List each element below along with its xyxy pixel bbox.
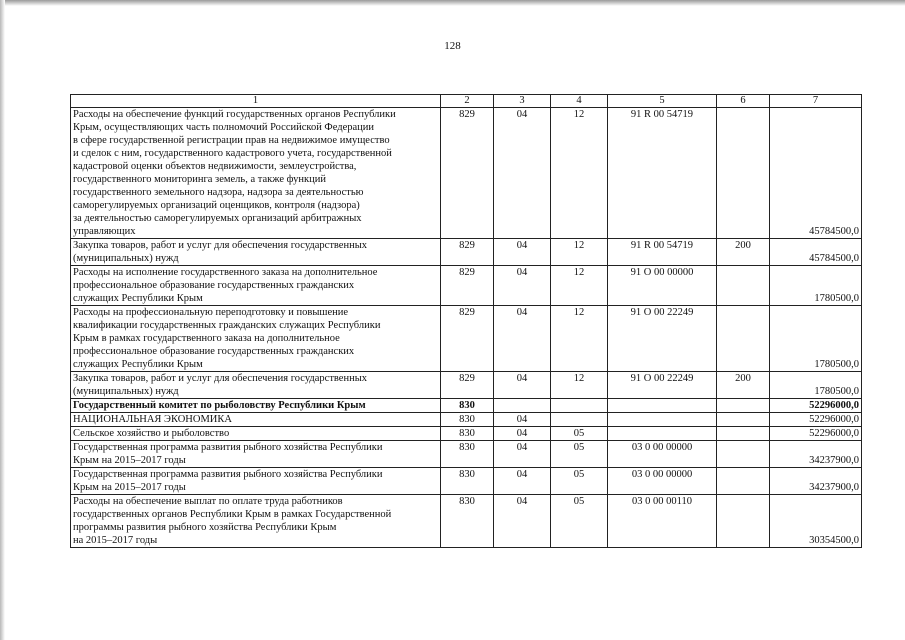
row-amount-cell: 34237900,0 [770, 441, 862, 468]
row-target-article-cell: 03 0 00 00000 [608, 441, 717, 468]
row-amount-cell: 45784500,0 [770, 239, 862, 266]
row-section-cell: 04 [494, 413, 551, 427]
row-expense-type-cell [717, 306, 770, 372]
table-row [71, 468, 862, 495]
row-ved-cell: 830 [441, 413, 494, 427]
table-row [71, 372, 862, 399]
row-expense-type-cell [717, 427, 770, 441]
header-cell: 6 [717, 95, 770, 108]
row-name-cell: Расходы на профессиональную переподготовку и повышение квалификации государственных гражданских служащих Республики Крым в рамках государственного заказа на дополнительное профессиональное образование государственных гражданских служащих Республики Крым [71, 306, 441, 372]
table-row [71, 266, 862, 306]
row-subsection-cell: 12 [551, 239, 608, 266]
row-section-cell: 04 [494, 108, 551, 239]
row-section-cell [494, 399, 551, 413]
row-name-cell: Государственная программа развития рыбного хозяйства Республики Крым на 2015–2017 годы [71, 441, 441, 468]
row-name-cell: Закупка товаров, работ и услуг для обеспечения государственных (муниципальных) нужд [71, 239, 441, 266]
row-subsection-cell [551, 399, 608, 413]
header-cell: 3 [494, 95, 551, 108]
table-row [71, 495, 862, 548]
row-expense-type-cell [717, 413, 770, 427]
row-section-cell: 04 [494, 266, 551, 306]
row-ved-cell: 830 [441, 495, 494, 548]
row-amount-cell: 30354500,0 [770, 495, 862, 548]
row-target-article-cell: 91 R 00 54719 [608, 108, 717, 239]
row-expense-type-cell: 200 [717, 239, 770, 266]
row-name-cell: Расходы на обеспечение выплат по оплате труда работников государственных органов Республики Крым в рамках Государственной программы развития рыбного хозяйства Республики Крым на 2015–2017 годы [71, 495, 441, 548]
row-name-cell: Расходы на исполнение государственного заказа на дополнительное профессиональное образование государственных гражданских служащих Республики Крым [71, 266, 441, 306]
row-amount-cell: 1780500,0 [770, 266, 862, 306]
table-header-row [71, 95, 862, 108]
table-row [71, 427, 862, 441]
row-name-cell: НАЦИОНАЛЬНАЯ ЭКОНОМИКА [71, 413, 441, 427]
row-amount-cell: 1780500,0 [770, 372, 862, 399]
row-name-cell: Закупка товаров, работ и услуг для обеспечения государственных (муниципальных) нужд [71, 372, 441, 399]
row-subsection-cell: 12 [551, 372, 608, 399]
row-expense-type-cell [717, 399, 770, 413]
row-target-article-cell [608, 413, 717, 427]
row-expense-type-cell [717, 108, 770, 239]
row-ved-cell: 829 [441, 372, 494, 399]
table-row [71, 441, 862, 468]
row-ved-cell: 829 [441, 108, 494, 239]
header-cell: 1 [71, 95, 441, 108]
row-section-cell: 04 [494, 427, 551, 441]
row-subsection-cell: 12 [551, 266, 608, 306]
row-target-article-cell: 91 R 00 54719 [608, 239, 717, 266]
row-target-article-cell: 03 0 00 00000 [608, 468, 717, 495]
row-ved-cell: 829 [441, 306, 494, 372]
row-target-article-cell: 91 O 00 22249 [608, 372, 717, 399]
table-row [71, 306, 862, 372]
row-expense-type-cell [717, 266, 770, 306]
row-section-cell: 04 [494, 239, 551, 266]
row-section-cell: 04 [494, 468, 551, 495]
header-cell: 4 [551, 95, 608, 108]
table-row [71, 399, 862, 413]
row-ved-cell: 829 [441, 266, 494, 306]
row-subsection-cell [551, 413, 608, 427]
row-ved-cell: 830 [441, 441, 494, 468]
row-amount-cell: 52296000,0 [770, 399, 862, 413]
row-ved-cell: 830 [441, 468, 494, 495]
row-amount-cell: 45784500,0 [770, 108, 862, 239]
row-section-cell: 04 [494, 306, 551, 372]
page-number: 128 [444, 40, 461, 52]
table-row [71, 108, 862, 239]
row-ved-cell: 830 [441, 399, 494, 413]
row-amount-cell: 34237900,0 [770, 468, 862, 495]
row-name-cell: Расходы на обеспечение функций государственных органов Республики Крым, осуществляющих часть полномочий Российской Федерации в сфере государственной регистрации прав на недвижимое имущество и сделок с ним, государственного кадастрового учета, государственной кадастровой оценки объектов недвижимости, землеустройства, государственного мониторинга земель, а также функций государственного земельного надзора, надзора за деятельностью саморегулируемых организаций оценщиков, контроля (надзора) за деятельностью саморегулируемых организаций арбитражных управляющих [71, 108, 441, 239]
header-cell: 5 [608, 95, 717, 108]
row-expense-type-cell [717, 468, 770, 495]
table-row [71, 413, 862, 427]
row-name-cell: Сельское хозяйство и рыболовство [71, 427, 441, 441]
table-row [71, 239, 862, 266]
budget-table [70, 94, 862, 548]
row-ved-cell: 830 [441, 427, 494, 441]
row-section-cell: 04 [494, 372, 551, 399]
row-target-article-cell: 03 0 00 00110 [608, 495, 717, 548]
header-cell: 2 [441, 95, 494, 108]
row-subsection-cell: 05 [551, 441, 608, 468]
row-target-article-cell: 91 O 00 00000 [608, 266, 717, 306]
row-expense-type-cell [717, 495, 770, 548]
row-section-cell: 04 [494, 441, 551, 468]
row-subsection-cell: 05 [551, 468, 608, 495]
row-expense-type-cell: 200 [717, 372, 770, 399]
row-amount-cell: 52296000,0 [770, 427, 862, 441]
row-subsection-cell: 05 [551, 495, 608, 548]
row-expense-type-cell [717, 441, 770, 468]
row-name-cell: Государственный комитет по рыболовству Республики Крым [71, 399, 441, 413]
row-target-article-cell [608, 427, 717, 441]
row-subsection-cell: 12 [551, 108, 608, 239]
row-target-article-cell [608, 399, 717, 413]
row-amount-cell: 1780500,0 [770, 306, 862, 372]
row-subsection-cell: 12 [551, 306, 608, 372]
scan-edge-left [0, 0, 5, 640]
row-subsection-cell: 05 [551, 427, 608, 441]
row-amount-cell: 52296000,0 [770, 413, 862, 427]
row-section-cell: 04 [494, 495, 551, 548]
row-name-cell: Государственная программа развития рыбного хозяйства Республики Крым на 2015–2017 годы [71, 468, 441, 495]
row-target-article-cell: 91 O 00 22249 [608, 306, 717, 372]
table-body [71, 95, 862, 548]
row-ved-cell: 829 [441, 239, 494, 266]
scan-edge-top [0, 0, 905, 6]
header-cell: 7 [770, 95, 862, 108]
